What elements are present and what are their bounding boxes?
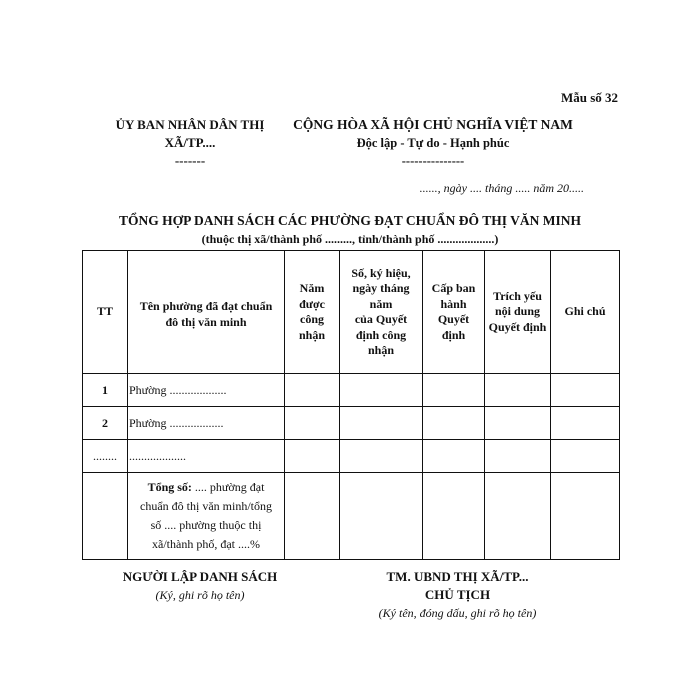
total-row	[83, 473, 620, 560]
nation-name: CỘNG HÒA XÃ HỘI CHỦ NGHĨA VIỆT NAM	[293, 117, 573, 132]
preparer-sign-note: (Ký, ghi rõ họ tên)	[155, 588, 245, 602]
header-decision-line: năm	[369, 296, 393, 311]
header-ward-name	[128, 251, 285, 374]
document-subtitle: (thuộc thị xã/thành phố ........., tỉnh/thành phố ...................)	[201, 232, 499, 246]
empty-cell	[551, 473, 620, 560]
chairman-title: CHỦ TỊCH	[424, 587, 491, 602]
header-year-line: công	[300, 312, 324, 326]
header-ward-name-line: Tên phường đã đạt chuẩn	[139, 299, 273, 313]
issuing-authority-header	[85, 116, 295, 170]
preparer-signature-block	[100, 568, 300, 604]
total-text: .... phường đạt	[191, 480, 265, 494]
authority-divider: -------	[174, 153, 206, 168]
table-header-row	[83, 251, 620, 374]
empty-cell	[285, 440, 340, 473]
header-decision-line: ngày tháng	[352, 281, 410, 295]
row-tt: 1	[83, 374, 128, 407]
empty-cell	[551, 374, 620, 407]
total-summary	[128, 473, 285, 560]
total-line	[128, 478, 284, 497]
empty-cell	[340, 473, 423, 560]
chairman-sign-note: (Ký tên, đóng dấu, ghi rõ họ tên)	[378, 606, 537, 620]
header-ward-name-line: đô thị văn minh	[165, 314, 247, 329]
empty-cell	[285, 473, 340, 560]
empty-cell	[551, 440, 620, 473]
committee-line: TM. UBND THỊ XÃ/TP...	[386, 569, 529, 584]
empty-cell	[485, 407, 551, 440]
empty-cell	[423, 407, 485, 440]
empty-cell	[340, 440, 423, 473]
header-decision-line: nhận	[367, 343, 395, 357]
table-row	[83, 374, 620, 407]
header-year-line: nhận	[298, 327, 326, 342]
empty-cell	[485, 374, 551, 407]
table-row	[83, 440, 620, 473]
empty-cell	[423, 374, 485, 407]
header-tt: TT	[83, 251, 128, 374]
total-line: xã/thành phố, đạt ....%	[152, 537, 260, 551]
header-year-recognized	[285, 251, 340, 374]
header-decision-number	[340, 251, 423, 374]
row-ward-name: Phường ...................	[128, 374, 285, 407]
motto-divider: ---------------	[401, 154, 465, 168]
total-label: Tổng số:	[147, 480, 192, 494]
header-year-line: được	[299, 296, 325, 311]
empty-cell	[340, 407, 423, 440]
header-summary-line: Trích yếu	[493, 288, 542, 303]
header-decision-summary	[485, 251, 551, 374]
row-ward-name: Phường ..................	[128, 407, 285, 440]
header-decision-line: Số, ký hiệu,	[351, 265, 411, 280]
empty-cell	[83, 473, 128, 560]
header-decision-line: của Quyết	[354, 312, 408, 326]
summary-table	[82, 250, 620, 560]
empty-cell	[423, 440, 485, 473]
header-issuer-line: định	[441, 327, 466, 342]
empty-cell	[485, 473, 551, 560]
document-title: TỔNG HỢP DANH SÁCH CÁC PHƯỜNG ĐẠT CHUẨN ĐÔ THỊ VĂN MINH	[119, 213, 581, 228]
header-summary-line: Quyết định	[488, 319, 547, 334]
empty-cell	[485, 440, 551, 473]
total-line: chuẩn đô thị văn minh/tổng	[140, 499, 272, 513]
header-issuer-line: hành	[440, 296, 467, 311]
form-number: Mẫu số 32	[560, 90, 618, 105]
total-line: số .... phường thuộc thị	[150, 518, 262, 532]
empty-cell	[340, 374, 423, 407]
row-tt: 2	[83, 407, 128, 440]
national-motto: Độc lập - Tự do - Hạnh phúc	[356, 136, 510, 150]
header-decision-line: định công	[355, 327, 407, 342]
table-row	[83, 407, 620, 440]
empty-cell	[285, 407, 340, 440]
empty-cell	[423, 473, 485, 560]
national-header	[278, 116, 588, 170]
authority-line-1: ỦY BAN NHÂN DÂN THỊ	[115, 117, 265, 132]
header-summary-line: nội dung	[494, 304, 541, 319]
empty-cell	[551, 407, 620, 440]
header-note: Ghi chú	[551, 251, 620, 374]
empty-cell	[285, 374, 340, 407]
header-issuer-line: Quyết	[437, 312, 470, 326]
header-issuing-level	[423, 251, 485, 374]
row-tt: ........	[83, 440, 128, 473]
authority-line-2: XÃ/TP....	[164, 135, 216, 150]
header-issuer-line: Cấp ban	[431, 281, 476, 295]
date-line: ......, ngày .... tháng ..... năm 20.....	[419, 181, 584, 195]
row-ward-name: ...................	[128, 440, 285, 473]
header-year-line: Năm	[299, 281, 325, 295]
chairman-signature-block	[345, 568, 570, 622]
preparer-role: NGƯỜI LẬP DANH SÁCH	[122, 569, 278, 584]
